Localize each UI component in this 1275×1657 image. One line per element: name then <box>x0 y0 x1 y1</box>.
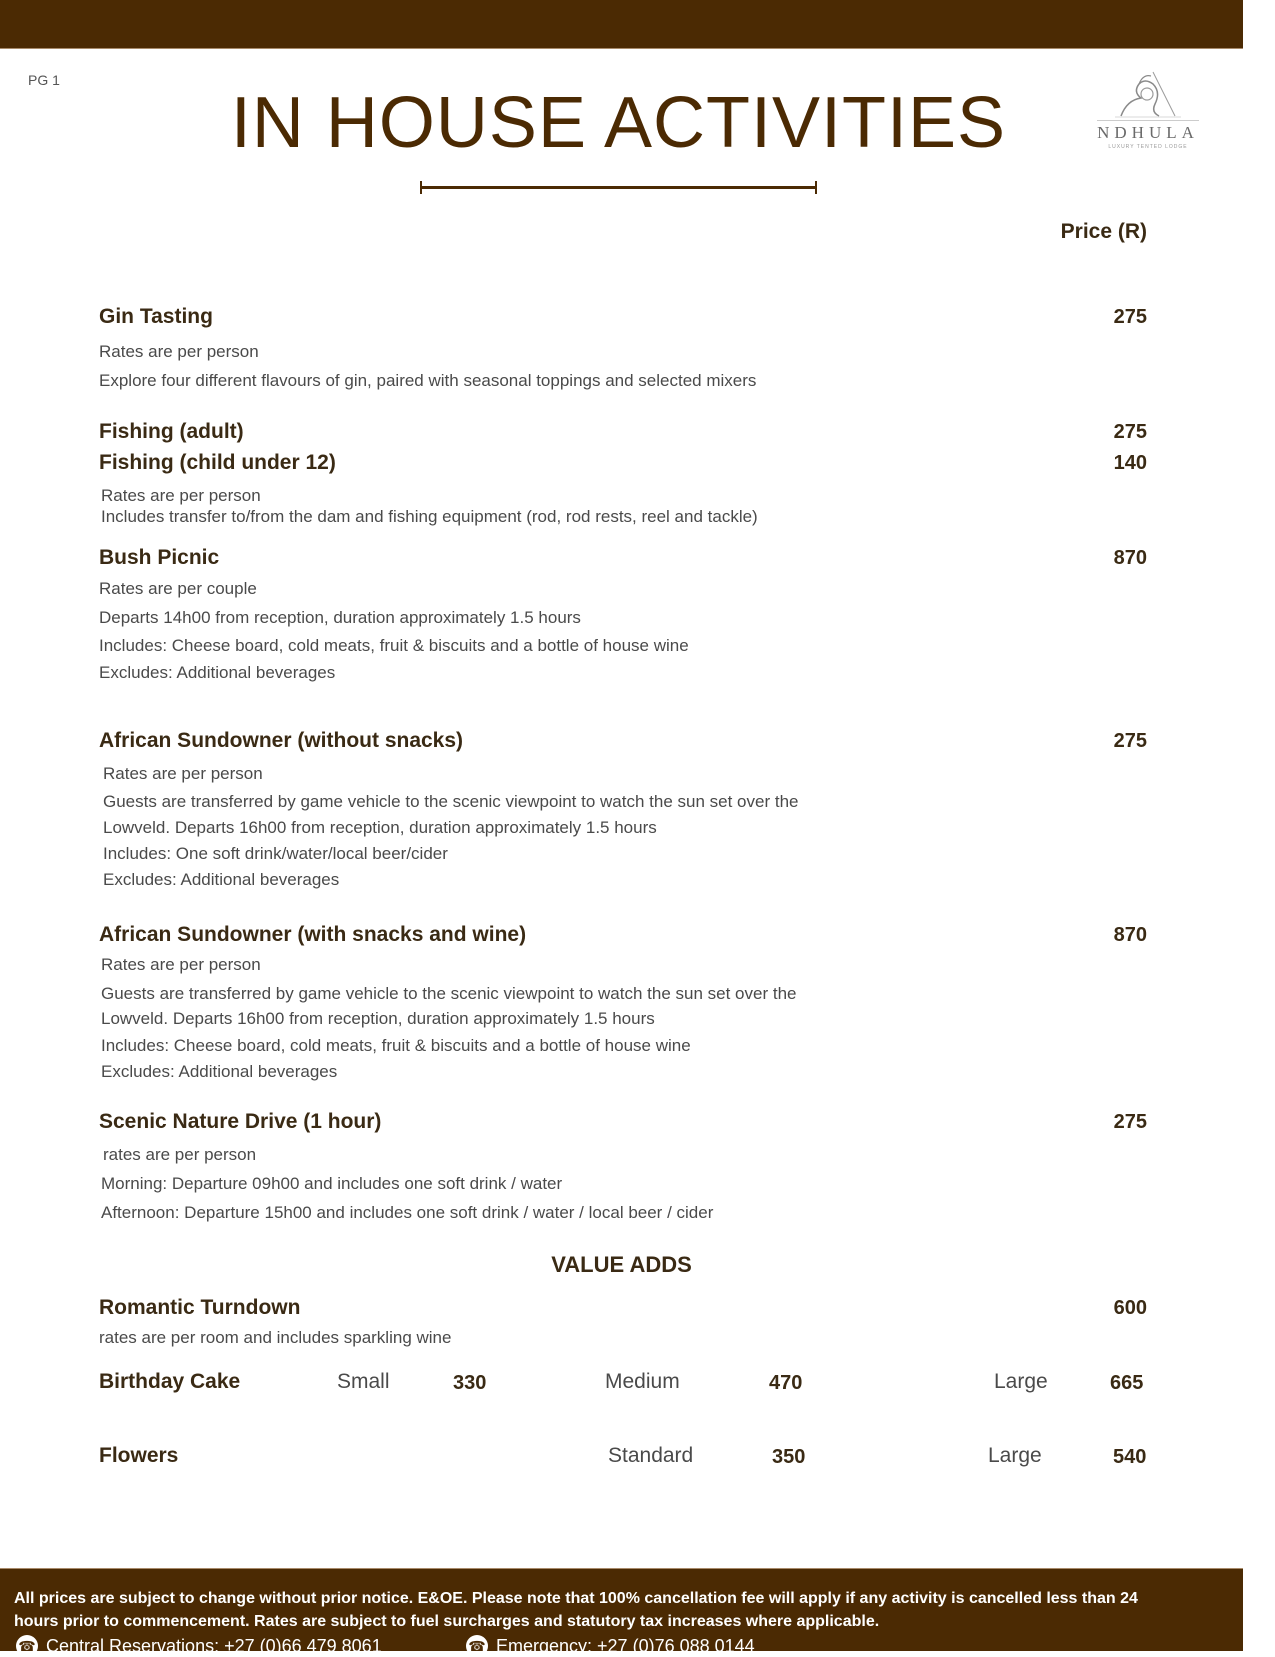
activity-detail: Rates are per person <box>103 764 263 783</box>
activity-price: 275 <box>1113 730 1147 752</box>
activity-name: African Sundowner (without snacks) <box>99 729 464 752</box>
activity-detail: Afternoon: Departure 15h00 and includes one soft drink / water / local beer / cider <box>101 1203 714 1222</box>
activity-name: African Sundowner (with snacks and wine) <box>99 923 527 946</box>
option-label: Large <box>988 1444 1042 1467</box>
activity-price: 275 <box>1113 1111 1147 1133</box>
activity-name: Gin Tasting <box>99 305 213 328</box>
activity-detail: Lowveld. Departs 16h00 from reception, duration approximately 1.5 hours <box>101 1009 655 1028</box>
activity-detail: rates are per person <box>103 1145 257 1164</box>
activity-detail: Rates are per couple <box>99 579 257 598</box>
value-add-name: Flowers <box>99 1444 179 1467</box>
activity-price: 275 <box>1113 421 1147 443</box>
phone-icon: ☎ <box>16 1635 38 1657</box>
activity-detail: Includes: Cheese board, cold meats, fruit & biscuits and a bottle of house wine <box>101 1036 691 1055</box>
option-label: Large <box>994 1370 1048 1393</box>
page-number: PG 1 <box>28 72 60 88</box>
activity-detail: Morning: Departure 09h00 and includes one soft drink / water <box>101 1174 563 1193</box>
activity-detail: Explore four different flavours of gin, paired with seasonal toppings and selected mixers <box>99 371 757 390</box>
activity-price: 140 <box>1113 452 1147 474</box>
footer-notice-line: All prices are subject to change without prior notice. E&OE. Please note that 100% cancellation fee will apply if any activity is cancelled less than 24 <box>14 1590 1138 1607</box>
footer-notice <box>14 1587 1234 1633</box>
activity-name: Fishing (adult) <box>99 420 244 443</box>
activity-scenic-drive <box>99 1110 1147 1221</box>
activity-detail: Excludes: Additional beverages <box>99 663 336 682</box>
activity-detail: Rates are per person <box>101 486 261 505</box>
activity-price: 275 <box>1113 306 1147 328</box>
activity-detail: Includes transfer to/from the dam and fishing equipment (rod, rod rests, reel and tackle) <box>101 507 758 526</box>
option-price: 330 <box>453 1372 487 1394</box>
logo-name: NDHULA <box>1097 120 1199 143</box>
activity-sundowner-basic <box>99 729 1147 888</box>
activity-gin-tasting <box>99 305 1147 389</box>
option-label: Standard <box>608 1444 694 1467</box>
value-add-romantic-turndown <box>99 1296 1147 1346</box>
value-add-name: Romantic Turndown <box>99 1296 301 1319</box>
activity-detail: Guests are transferred by game vehicle to the scenic viewpoint to watch the sun set over the <box>101 984 797 1003</box>
option-price: 540 <box>1113 1446 1147 1468</box>
activity-detail: Guests are transferred by game vehicle to the scenic viewpoint to watch the sun set over the <box>103 792 799 811</box>
rhino-emblem-icon <box>1113 70 1183 118</box>
activity-detail: Lowveld. Departs 16h00 from reception, duration approximately 1.5 hours <box>103 818 657 837</box>
option-price: 665 <box>1110 1372 1144 1394</box>
option-label: Small <box>337 1370 390 1393</box>
option-price: 350 <box>772 1446 806 1468</box>
central-reservations-text[interactable]: Central Reservations: +27 (0)66 479 8061 <box>46 1635 382 1656</box>
option-label: Medium <box>605 1370 680 1393</box>
emergency-contact[interactable] <box>466 1635 755 1657</box>
price-column-header: Price (R) <box>1060 220 1147 243</box>
title-divider <box>420 186 817 189</box>
value-add-price: 600 <box>1113 1297 1147 1319</box>
activity-price: 870 <box>1113 924 1147 946</box>
ndhula-logo <box>1088 70 1208 155</box>
footer <box>0 1568 1243 1656</box>
page-title-text: IN HOUSE ACTIVITIES <box>230 83 1007 163</box>
value-add-name: Birthday Cake <box>99 1370 241 1393</box>
activity-detail: Departs 14h00 from reception, duration approximately 1.5 hours <box>99 608 581 627</box>
activity-price: 870 <box>1113 547 1147 569</box>
activity-name: Fishing (child under 12) <box>99 451 336 474</box>
activity-sundowner-premium <box>99 923 1147 1080</box>
value-add-note: rates are per room and includes sparkling wine <box>99 1328 452 1347</box>
logo-tagline: LUXURY TENTED LODGE <box>1108 144 1188 150</box>
footer-notice-line: hours prior to commencement. Rates are subject to fuel surcharges and statutory tax increases where applicable. <box>14 1613 880 1630</box>
activity-detail: Excludes: Additional beverages <box>103 870 340 889</box>
page-title <box>0 82 1243 164</box>
activity-detail: Includes: Cheese board, cold meats, fruit & biscuits and a bottle of house wine <box>99 636 689 655</box>
top-banner <box>0 0 1243 49</box>
activity-name: Scenic Nature Drive (1 hour) <box>99 1110 382 1133</box>
phone-icon: ☎ <box>466 1635 488 1657</box>
activity-bush-picnic <box>99 546 1147 681</box>
activity-detail: Rates are per person <box>99 342 259 361</box>
activity-detail: Includes: One soft drink/water/local beer/cider <box>103 844 448 863</box>
central-reservations-contact[interactable] <box>16 1635 382 1657</box>
activity-detail: Rates are per person <box>101 955 261 974</box>
option-price: 470 <box>769 1372 803 1394</box>
activity-detail: Excludes: Additional beverages <box>101 1062 338 1081</box>
activity-fishing <box>99 420 1147 525</box>
emergency-text[interactable]: Emergency: +27 (0)76 088 0144 <box>496 1635 755 1656</box>
value-adds-heading: VALUE ADDS <box>551 1252 692 1277</box>
activity-name: Bush Picnic <box>99 546 220 569</box>
